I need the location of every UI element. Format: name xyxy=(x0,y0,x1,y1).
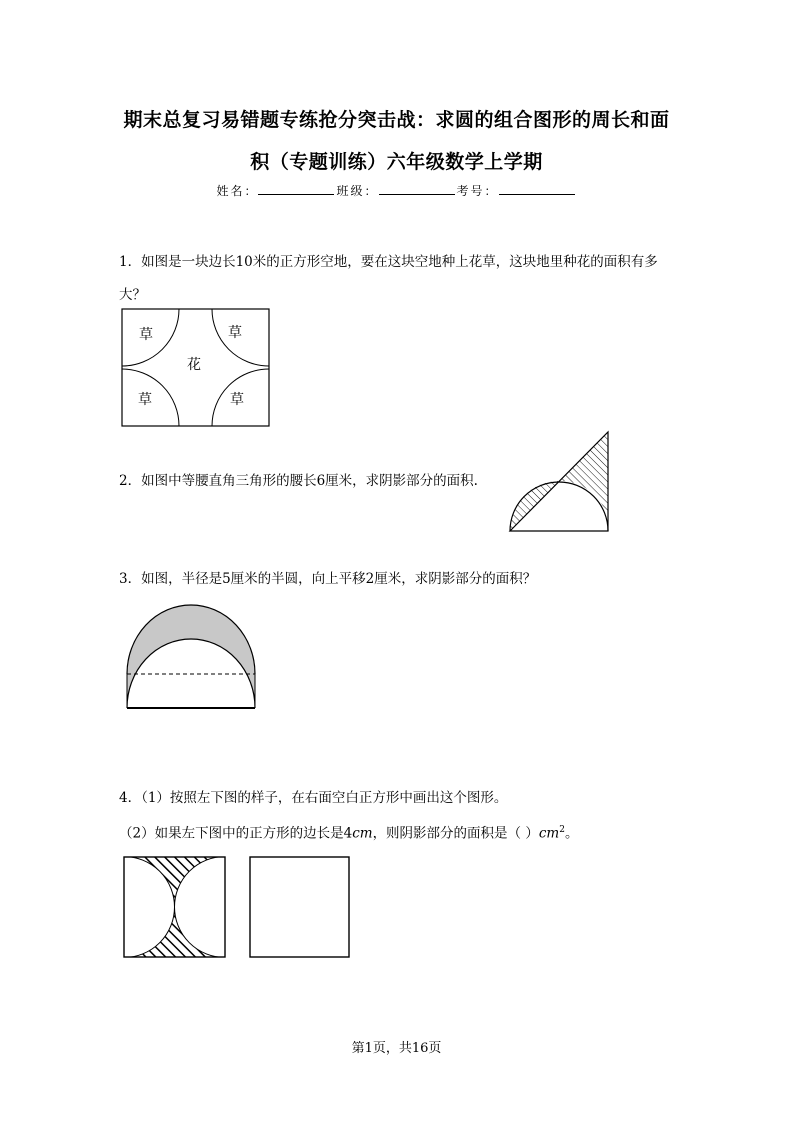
question-4-part2-text xyxy=(119,820,578,844)
question-3-figure xyxy=(123,598,261,712)
q4-unit-cm2: cm xyxy=(538,825,560,842)
name-blank[interactable] xyxy=(258,184,334,195)
grass-label-br: 草 xyxy=(230,392,244,408)
page-title-line2: 积（专题训练）六年级数学上学期 xyxy=(250,151,543,173)
question-1-text: 1．如图是一块边长10米的正方形空地，要在这块空地种上花草，这块地里种花的面积有多大？ xyxy=(119,254,658,303)
question-4-blank-square[interactable] xyxy=(248,855,352,959)
q4-part2-prefix: （2）如果左下图中的正方形的边长是4 xyxy=(119,825,353,842)
exam-no-blank[interactable] xyxy=(499,184,575,195)
question-2-figure xyxy=(505,429,615,535)
question-1-figure xyxy=(121,308,271,428)
class-label: 班级： xyxy=(336,184,379,198)
exam-no-label: 考号： xyxy=(456,184,499,198)
question-4-part1-text: 4．（1）按照左下图的样子，在右面空白正方形中画出这个图形。 xyxy=(119,790,508,806)
q4-part2-end: 。 xyxy=(564,825,579,842)
q4-unit-sup: 2 xyxy=(559,825,565,835)
page-footer: 第1页，共16页 xyxy=(351,1041,442,1056)
grass-label-tr: 草 xyxy=(228,325,242,341)
q4-part2-mid: ，则阴影部分的面积是（ ） xyxy=(372,825,539,842)
question-4-example-figure xyxy=(122,855,228,959)
question-3-text: 3．如图，半径是5厘米的半圆，向上平移2厘米，求阴影部分的面积？ xyxy=(119,571,537,587)
student-info xyxy=(0,182,793,199)
flower-label: 花 xyxy=(187,357,201,373)
page-title-line1: 期末总复习易错题专练抢分突击战：求圆的组合图形的周长和面 xyxy=(123,109,670,131)
q4-unit-cm: cm xyxy=(352,825,373,842)
name-label: 姓名： xyxy=(216,184,259,198)
grass-label-tl: 草 xyxy=(139,327,153,343)
grass-label-bl: 草 xyxy=(138,392,152,408)
class-blank[interactable] xyxy=(379,184,455,195)
question-2-text: 2．如图中等腰直角三角形的腰长6厘米，求阴影部分的面积. xyxy=(119,473,478,489)
